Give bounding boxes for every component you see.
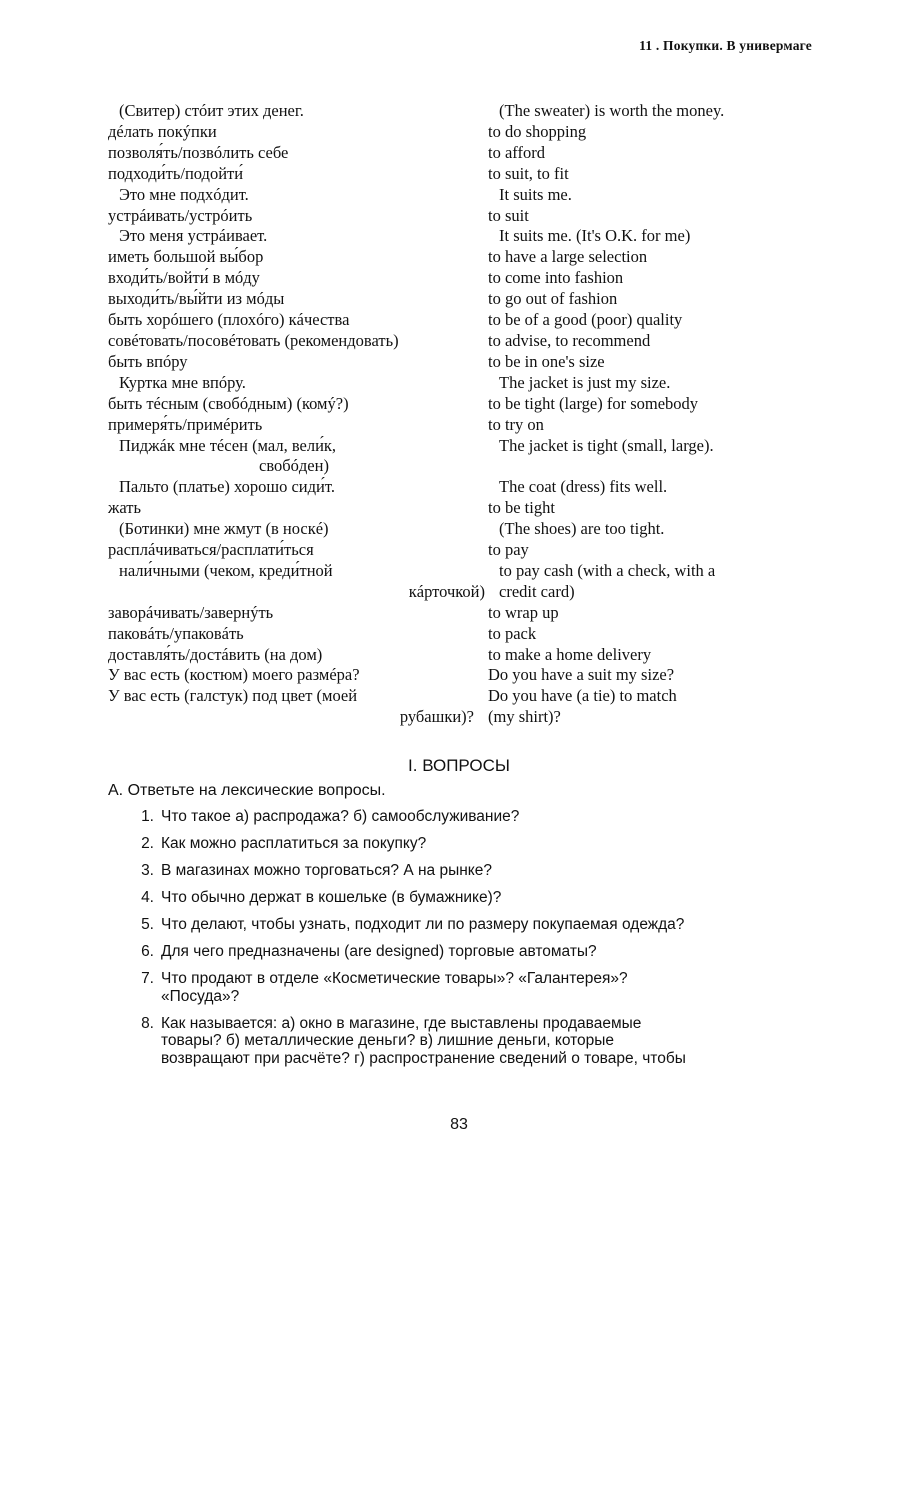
vocab-russian-line: (Ботинки) мне жмут (в носкé) [119,519,329,539]
vocab-english-line: to come into fashion [488,268,624,288]
section-title: I. ВОПРОСЫ [408,756,510,775]
vocab-russian-line: кáрточкой) [408,581,485,601]
vocab-english-line: to be of a good (poor) quality [488,310,683,330]
vocab-english-line: Do you have a suit my size? [488,665,675,685]
question-text [161,808,818,826]
vocab-english [488,498,808,519]
vocab-russian-line: входи́ть/войти́ в мóду [108,268,260,288]
vocab-english [488,686,808,728]
vocab-row [108,289,808,310]
vocab-english [488,164,808,185]
vocab-english [499,226,808,247]
vocab-row [108,331,808,352]
vocab-row [108,477,808,498]
vocab-russian [108,143,488,164]
question-number: 6. [141,943,154,960]
vocab-english-line: to go out of fashion [488,289,618,309]
vocab-row [108,498,808,519]
vocab-english [499,519,808,540]
vocab-russian-line: У вас есть (костюм) моего размéра? [108,665,360,685]
vocab-russian [108,477,499,498]
vocab-english-line: to try on [488,414,544,434]
question-line: Как можно расплатиться за покупку? [161,835,427,852]
vocab-russian-line: выходи́ть/вы́йти из мóды [108,289,285,309]
vocab-row [108,101,808,122]
vocab-russian-line: Пальто (платье) хорошо сиди́т. [119,477,335,497]
vocab-russian [108,686,488,728]
vocab-english-line: to pay cash (with a check, with a [499,560,716,580]
question-line: В магазинах можно торговаться? А на рынке? [161,862,492,879]
vocab-row [108,352,808,373]
question-number: 3. [141,862,154,879]
question-line: Что делают, чтобы узнать, подходит ли по размеру покупаемая одежда? [161,916,685,933]
vocab-russian-line: У вас есть (галстук) под цвет (моей [108,686,358,706]
vocab-row [108,540,808,561]
vocab-russian-line: Пиджáк мне тéсен (мал, вели́к, [119,435,337,455]
vocab-russian [108,561,499,603]
vocab-english [499,561,808,603]
vocab-english-line: to afford [488,142,545,162]
vocab-english [488,122,808,143]
question-text [161,1015,818,1068]
vocab-row [108,436,808,478]
vocab-row [108,394,808,415]
vocab-russian-line: расплáчиваться/расплати́ться [108,540,314,560]
vocab-russian [108,624,488,645]
vocab-russian-line: быть тéсным (свобóдным) (комý?) [108,393,349,413]
vocab-english-line: (The shoes) are too tight. [499,519,665,539]
vocab-english [499,101,808,122]
vocab-russian [108,185,499,206]
vocab-row [108,665,808,686]
question-item [108,970,818,1005]
vocab-russian [108,394,488,415]
vocab-english-line: to do shopping [488,121,587,141]
question-item [108,1015,818,1068]
vocab-row [108,645,808,666]
vocab-english [488,665,808,686]
vocab-english-line: to have a large selection [488,247,648,267]
vocab-row [108,373,808,394]
vocab-russian [108,310,488,331]
vocab-russian-line: (Свитер) стóит этих денег. [119,101,304,120]
vocab-english-line: to advise, to recommend [488,330,651,350]
vocab-row [108,268,808,289]
question-number: 5. [141,916,154,933]
question-line: возвращают при расчёте? г) распространение сведений о товаре, чтобы [161,1049,686,1067]
task-a [108,781,818,1077]
vocab-english [499,477,808,498]
vocab-english [488,603,808,624]
vocab-english-line: The jacket is tight (small, large). [499,435,714,455]
question-item [108,835,818,853]
vocab-row [108,226,808,247]
vocab-row [108,185,808,206]
vocab-russian [108,645,488,666]
vocab-russian [108,226,499,247]
vocab-english-line: (my shirt)? [488,707,561,727]
vocab-russian-line: Это мне подхóдит. [119,184,249,204]
question-list [108,808,818,1067]
vocab-english [488,268,808,289]
vocab-russian-line: Это меня устрáивает. [119,226,268,246]
vocab-russian [108,331,488,352]
vocab-russian-line: примеря́ть/примéрить [108,414,263,434]
vocab-russian-line: жать [108,498,142,518]
vocab-english-line: credit card) [499,581,575,601]
vocab-russian-line: доставля́ть/достáвить (на дом) [108,644,323,664]
vocab-english [488,310,808,331]
vocab-english [499,436,808,478]
vocab-russian [108,268,488,289]
vocab-english-line: The coat (dress) fits well. [499,477,668,497]
vocab-row [108,415,808,436]
vocab-row [108,686,808,728]
vocab-russian [108,665,488,686]
task-heading: А. Ответьте на лексические вопросы. [108,782,386,799]
question-line: Для чего предназначены (are designed) торговые автоматы? [161,943,597,960]
question-text [161,916,818,934]
vocab-row [108,310,808,331]
vocab-russian-line: дéлать покýпки [108,121,217,141]
vocab-row [108,247,808,268]
vocab-row [108,519,808,540]
vocab-english [488,143,808,164]
question-item [108,889,818,907]
vocab-russian [108,603,488,624]
vocab-english [488,352,808,373]
vocab-english-line: to be tight [488,498,555,518]
vocab-row [108,143,808,164]
question-item [108,916,818,934]
vocab-english-line: to pack [488,623,537,643]
question-line: Что обычно держат в кошельке (в бумажнике)? [161,889,502,906]
question-text [161,970,818,1005]
vocab-english-line: to make a home delivery [488,644,652,664]
question-line: Что такое а) распродажа? б) самообслуживание? [161,808,520,825]
vocab-english [488,540,808,561]
vocab-russian [108,101,499,122]
vocab-russian [108,373,499,394]
vocab-russian-line: совéтовать/посовéтовать (рекомендовать) [108,330,399,350]
vocab-russian [108,540,488,561]
vocab-english-line: to suit, to fit [488,163,569,183]
question-item [108,943,818,961]
question-item [108,808,818,826]
vocab-english-line: Do you have (a tie) to match [488,686,677,706]
question-line: Что продают в отделе «Косметические товары»? «Галантерея»? [161,970,628,987]
vocab-russian-line: быть хорóшего (плохóго) кáчества [108,310,350,330]
vocab-english [488,247,808,268]
vocab-russian [108,352,488,373]
vocab-russian [108,164,488,185]
vocab-english [488,415,808,436]
vocab-english-line: It suits me. (It's O.K. for me) [499,226,691,246]
question-text [161,862,818,880]
vocab-english-line: It suits me. [499,184,572,204]
vocab-russian [108,519,499,540]
vocab-russian-line: иметь большой вы́бор [108,247,264,267]
vocab-russian-line: нали́чными (чеком, креди́тной [119,560,333,580]
vocab-english [488,206,808,227]
question-text [161,889,818,907]
vocab-english-line: (The sweater) is worth the money. [499,101,725,120]
vocab-english [488,645,808,666]
vocab-english [488,289,808,310]
question-number: 1. [141,808,154,825]
vocab-english [488,624,808,645]
vocab-russian-line: устрáивать/устрóить [108,205,253,225]
vocab-russian-line: заворáчивать/завернýть [108,602,274,622]
question-text [161,943,818,961]
vocab-english [499,185,808,206]
question-number: 7. [141,970,154,987]
vocab-russian-line: позволя́ть/позвóлить себе [108,142,289,162]
question-line: Как называется: а) окно в магазине, где выставлены продаваемые [161,1014,642,1032]
vocab-row [108,206,808,227]
question-item [108,862,818,880]
vocab-russian-line: паковáть/упаковáть [108,623,244,643]
vocab-russian [108,206,488,227]
vocab-row [108,164,808,185]
question-line: «Посуда»? [161,987,240,1005]
vocab-russian [108,247,488,268]
vocab-russian [108,498,488,519]
vocab-english [499,373,808,394]
running-header: 11 . Покупки. В универмаге [639,38,812,53]
vocab-russian-line: рубашки)? [399,707,474,727]
vocab-english-line: The jacket is just my size. [499,372,671,392]
vocab-row [108,624,808,645]
vocab-russian [108,436,499,478]
question-number: 4. [141,889,154,906]
vocab-russian-line: Куртка мне впóру. [119,372,246,392]
vocab-russian-line: подходи́ть/подойти́ [108,163,244,183]
question-text [161,835,818,853]
vocab-english-line: to pay [488,540,529,560]
vocab-english-line: to be in one's size [488,351,605,371]
vocab-russian [108,289,488,310]
vocab-english [488,394,808,415]
vocab-english-line: to wrap up [488,602,559,622]
vocab-english-line: to suit [488,205,529,225]
vocab-russian [108,415,488,436]
vocab-russian-line: быть впóру [108,351,188,371]
vocab-row [108,603,808,624]
vocab-russian-line: свобóден) [259,456,329,476]
page-number: 83 [450,1116,468,1133]
question-number: 8. [141,1014,154,1032]
vocabulary-list [108,101,808,728]
vocab-row [108,561,808,603]
vocab-english-line: to be tight (large) for somebody [488,393,699,413]
question-number: 2. [141,835,154,852]
question-line: товары? б) металлические деньги? в) лишние деньги, которые [161,1032,615,1049]
vocab-english [488,331,808,352]
vocab-row [108,122,808,143]
vocab-russian [108,122,488,143]
